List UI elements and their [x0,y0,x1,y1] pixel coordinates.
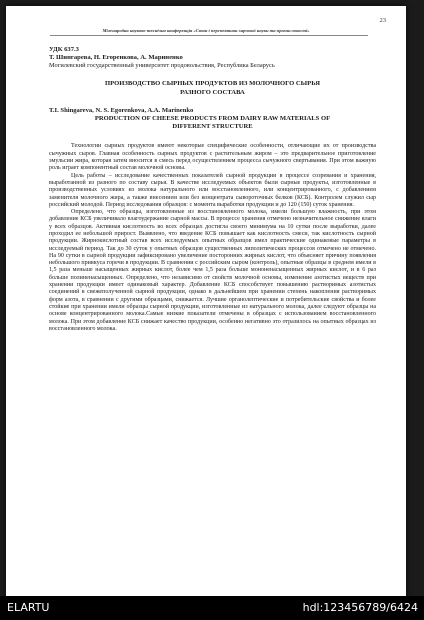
document-page [6,6,406,596]
article-content [49,46,376,333]
article-title-ru [59,80,366,96]
article-body [49,143,376,333]
viewer-footer-bar [0,596,424,620]
header-divider [50,35,368,36]
title-ru-line: РАЗНОГО СОСТАВА [180,88,245,96]
title-en-line: PRODUCTION OF CHEESE PRODUCTS FROM DAIRY RAW MATERIALS OF [94,115,331,123]
authors-ru: Т. Шингарева, Н. Егоренкова, А. Мариненко [49,54,183,62]
body-paragraph: Технологии сырных продуктов имеют некоторые специфические особенности, отличающие их от производства сычужных сыров. Главная особенность сырных продуктов с растительным жиром – это предварительное приготовление эмульсии жира, которая затем вносится в смесь перед осуществлением процесса сычужного свертывания. При этом важную роль играет компонентный состав молочной основы. [49,143,376,172]
body-paragraph: Определено, что образцы, изготовленные из восстановленного молока, имели большую влажность, при этом добавление КСБ увеличивало влагоудержание сырной массы. В процессе хранения отмечено незначительное снижение влаги у всех образцов. Активная кислотность во всех образцах достигла своего минимума на 10 сутки после выработки, далее проходил ее небольшой прирост. Выявлено, что введение КСБ повышает как кислотность смеси, так кислотность сырной продукции. Жирнокислотный состав всех исследуемых опытных образцов имел практические одинаковые параметры в исследуемый период. Так до 30 суток у опытных образцов существенных липолитических процессов отмечено не отмечено. На 90 сутки в сырной продукции зафиксировано увеличение посторонних жирных кислот, что объясняет причину появления небольшого привкуса горечи в продукции. В сравнении с российским сыром (контроль), опытные образцы в среднем имели в 1,5 раза меньше насыщенных жирных кислот, более чем 1,5 раза больше мононенасыщенных жирных кислот, и в 6 раз больше полиненасыщенных. Определено, что независимо от свойств молочной основы, изменение азотистых веществ при хранении продукции имеет одинаковый характер. Добавление КСБ способствует повышению растворимых азотистых соединений в свежеполученной сырной продукции, однако в дальнейшем при хранении степень накопления растворимых форм азота, в сравнении с другими образцами, снижается. Лучшие органолептические и потребительские свойства и более стойкие при хранении имели образцы сырной продукции, изготовленные из натурального молока, далее следуют образцы на основе концентрированного молока.Самые низкие показатели отмечены в образцах с использованием восстановленного молока. При этом добавление КСБ снижает качество продукции, особенно негативно это отразилось на опытных образцах из восстановленного молока. [49,209,376,332]
title-ru-line: ПРОИЗВОДСТВО СЫРНЫХ ПРОДУКТОВ ИЗ МОЛОЧНОГО СЫРЬЯ [105,80,320,88]
body-paragraph: Цель работы – исследование качественных показателей сырной продукции в процессе созревания и хранения, выработанной из разного по составу сырья. В качестве исследуемых объектов были сырные продукты, изготовленные в производственных условиях из молока натурального или восстановленного, или концентрированного, с добавлением заменителя молочного жира, а также внесением или без концентрата сывороточных белков (КСБ). Контролем служил сыр российский молодой. Период исследования образцов: с момента выработки продукции и до 120 (150) суток хранения. [49,172,376,208]
article-title-en [61,115,364,131]
udc-code: УДК 637.3 [49,46,79,53]
title-en-line: DIFFERENT STRUCTURE [172,123,253,131]
handle-identifier[interactable]: hdl:123456789/6424 [302,601,418,614]
page-number: 23 [379,17,386,24]
authors-en: T.I. Shingareva, N. S. Egorenkova, A.A. Marinenko [49,106,194,114]
affiliation: Могилевский государственный университет продовольствия, Республика Беларусь [49,62,275,70]
running-header: Міжнародна науково-технічна конференція «Стан і перспективи харчової науки та промисловості» [102,28,310,33]
repository-name: ELARTU [7,601,50,614]
